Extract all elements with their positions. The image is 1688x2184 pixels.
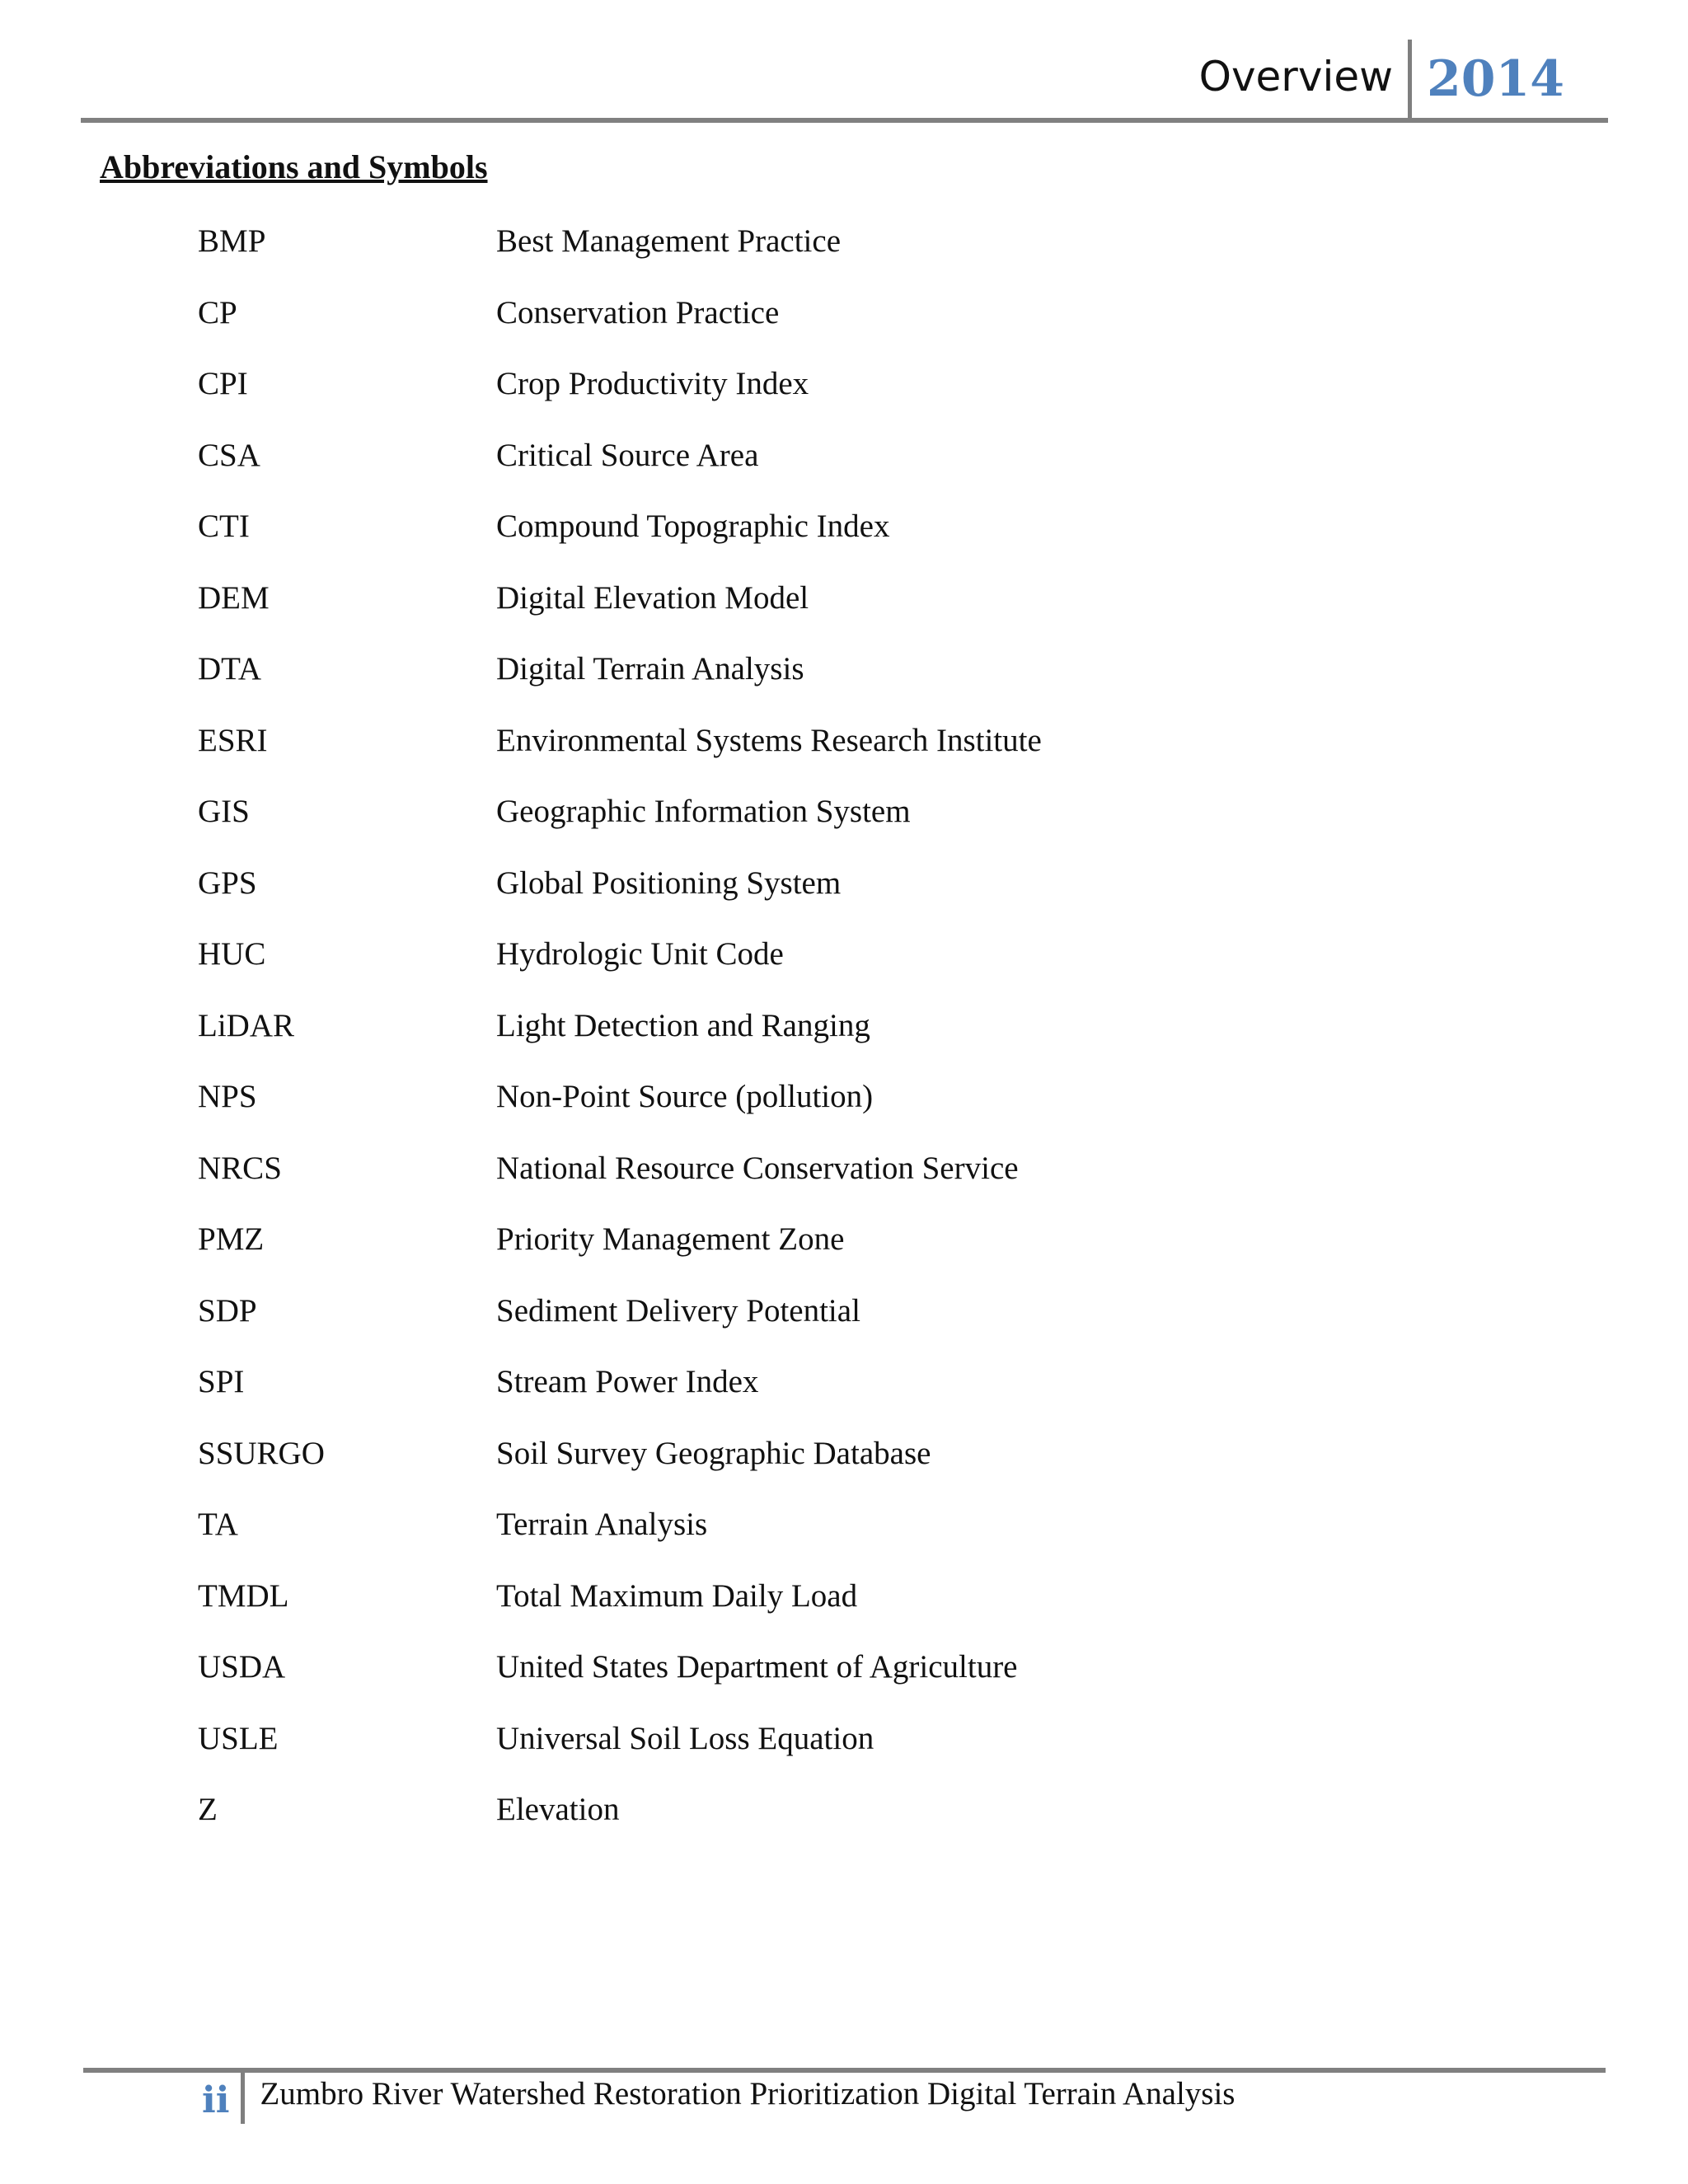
abbreviation-term: NPS <box>198 1079 257 1114</box>
abbreviation-row <box>198 722 1042 794</box>
abbreviation-term: PMZ <box>198 1221 265 1257</box>
abbreviation-term: GPS <box>198 865 257 901</box>
abbreviation-row <box>198 579 1042 651</box>
abbreviation-row <box>198 865 1042 936</box>
abbreviation-row <box>198 1363 1042 1435</box>
abbreviation-term: HUC <box>198 936 266 972</box>
abbreviation-term: NRCS <box>198 1150 282 1186</box>
abbreviation-row <box>198 1435 1042 1507</box>
abbreviation-term: CSA <box>198 437 260 473</box>
abbreviation-term: DTA <box>198 651 262 687</box>
abbreviation-term: ESRI <box>198 722 268 758</box>
abbreviation-definition: Terrain Analysis <box>496 1507 708 1542</box>
abbreviation-term: Z <box>198 1792 218 1827</box>
footer-document-title: Zumbro River Watershed Restoration Prioritization Digital Terrain Analysis <box>260 2076 1236 2111</box>
abbreviation-term: GIS <box>198 794 250 829</box>
abbreviation-row <box>198 1007 1042 1079</box>
abbreviation-term: TA <box>198 1507 238 1542</box>
abbreviation-definition: Elevation <box>496 1792 620 1827</box>
abbreviation-row <box>198 1150 1042 1221</box>
abbreviation-definition: Global Positioning System <box>496 865 842 901</box>
abbreviation-definition: Total Maximum Daily Load <box>496 1577 858 1614</box>
abbreviation-row <box>198 223 1042 294</box>
abbreviation-row <box>198 1221 1042 1292</box>
abbreviation-term: SSURGO <box>198 1435 325 1471</box>
footer-page-number: ii <box>202 2079 230 2121</box>
abbreviation-term: CPI <box>198 366 248 401</box>
page-header <box>1199 40 1614 119</box>
abbreviation-definition: National Resource Conservation Service <box>496 1150 1019 1186</box>
abbreviations-list <box>198 223 1042 1863</box>
header-year: 2014 <box>1427 50 1564 108</box>
abbreviation-row <box>198 1506 1042 1577</box>
abbreviation-term: USDA <box>198 1649 286 1685</box>
abbreviation-row <box>198 1292 1042 1364</box>
abbreviation-definition: Best Management Practice <box>496 223 842 259</box>
abbreviation-row <box>198 1791 1042 1863</box>
abbreviation-row <box>198 1720 1042 1792</box>
abbreviation-row <box>198 508 1042 579</box>
abbreviation-definition: Compound Topographic Index <box>496 509 890 544</box>
abbreviation-definition: Hydrologic Unit Code <box>496 936 784 972</box>
header-rule <box>81 118 1608 123</box>
abbreviation-term: BMP <box>198 223 266 259</box>
abbreviation-definition: Critical Source Area <box>496 437 759 473</box>
abbreviation-definition: Geographic Information System <box>496 794 911 829</box>
abbreviation-row <box>198 294 1042 366</box>
abbreviation-row <box>198 650 1042 722</box>
abbreviation-definition: Digital Terrain Analysis <box>496 651 804 687</box>
abbreviation-definition: Priority Management Zone <box>496 1221 845 1257</box>
abbreviation-term: DEM <box>198 579 270 616</box>
abbreviation-definition: Crop Productivity Index <box>496 366 809 401</box>
abbreviation-row <box>198 935 1042 1007</box>
abbreviation-definition: Digital Elevation Model <box>496 579 809 616</box>
abbreviation-definition: United States Department of Agriculture <box>496 1649 1018 1685</box>
abbreviation-row <box>198 793 1042 865</box>
abbreviation-term: SPI <box>198 1364 245 1399</box>
abbreviation-row <box>198 1648 1042 1720</box>
abbreviation-row <box>198 1078 1042 1150</box>
abbreviation-definition: Sediment Delivery Potential <box>496 1292 860 1329</box>
abbreviation-term: SDP <box>198 1292 257 1329</box>
abbreviation-definition: Non-Point Source (pollution) <box>496 1079 874 1114</box>
abbreviation-definition: Light Detection and Ranging <box>496 1007 870 1043</box>
abbreviation-definition: Stream Power Index <box>496 1364 759 1399</box>
section-title: Abbreviations and Symbols <box>100 148 488 185</box>
abbreviation-term: CTI <box>198 509 250 544</box>
abbreviation-term: CP <box>198 294 237 330</box>
abbreviation-definition: Environmental Systems Research Institute <box>496 722 1042 758</box>
abbreviation-definition: Soil Survey Geographic Database <box>496 1435 931 1471</box>
abbreviation-row <box>198 1577 1042 1649</box>
abbreviation-row <box>198 437 1042 509</box>
abbreviation-definition: Conservation Practice <box>496 294 780 330</box>
page-footer <box>202 2073 1235 2127</box>
abbreviation-row <box>198 365 1042 437</box>
abbreviation-term: LiDAR <box>198 1007 294 1043</box>
abbreviation-term: USLE <box>198 1720 279 1756</box>
abbreviation-term: TMDL <box>198 1577 289 1614</box>
header-section-label: Overview <box>1198 53 1393 101</box>
abbreviation-definition: Universal Soil Loss Equation <box>496 1720 874 1756</box>
